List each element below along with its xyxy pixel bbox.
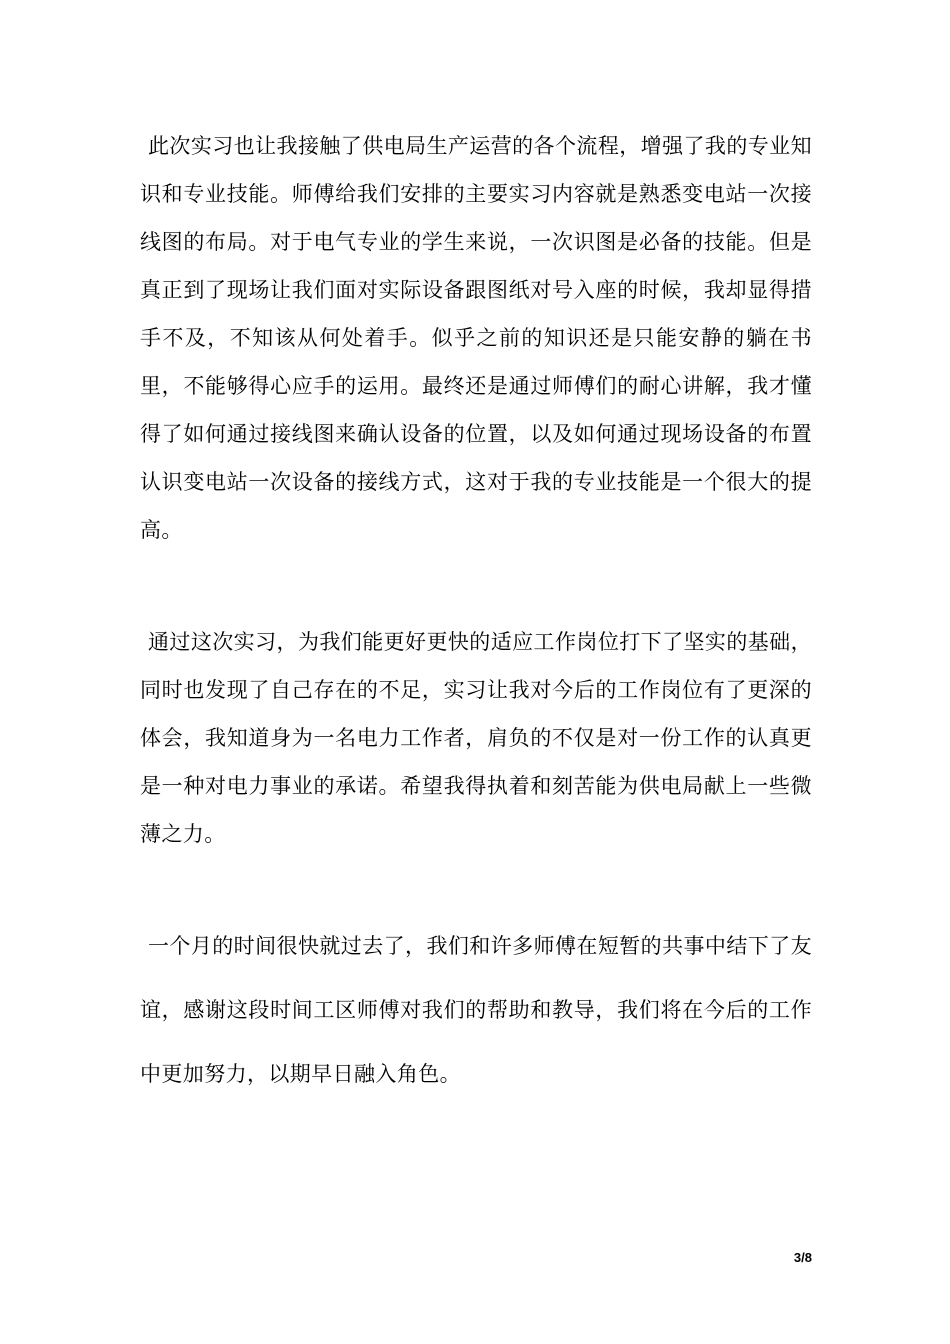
page-number: 3/8 bbox=[793, 1250, 812, 1265]
paragraph-internship-gains: 通过这次实习，为我们能更好更快的适应工作岗位打下了坚实的基础，同时也发现了自己存在的不足，实习让我对今后的工作岗位有了更深的体会，我知道身为一名电力工作者，肩负的不仅是对一份工作的认真更是一种对电力事业的承诺。希望我得执着和刻苦能为供电局献上一些微薄之力。 bbox=[140, 630, 812, 846]
paragraph-closing-thanks: 一个月的时间很快就过去了，我们和许多师傅在短暂的共事中结下了友谊，感谢这段时间工区师傅对我们的帮助和教导，我们将在今后的工作中更加努力，以期早日融入角色。 bbox=[140, 934, 812, 1086]
paragraph-internship-process: 此次实习也让我接触了供电局生产运营的各个流程，增强了我的专业知识和专业技能。师傅给我们安排的主要实习内容就是熟悉变电站一次接线图的布局。对于电气专业的学生来说，一次识图是必备的技能。但是真正到了现场让我们面对实际设备跟图纸对号入座的时候，我却显得措手不及，不知该从何处着手。似乎之前的知识还是只能安静的躺在书里，不能够得心应手的运用。最终还是通过师傅们的耐心讲解，我才懂得了如何通过接线图来确认设备的位置，以及如何通过现场设备的布置认识变电站一次设备的接线方式，这对于我的专业技能是一个很大的提高。 bbox=[140, 134, 812, 542]
